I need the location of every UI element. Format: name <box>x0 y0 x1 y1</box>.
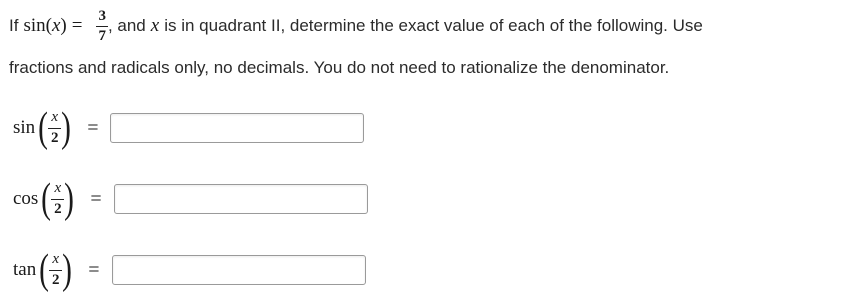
equals-sign: = <box>90 187 102 210</box>
fraction-numerator: x <box>52 251 60 267</box>
fraction-denominator: 2 <box>51 272 60 288</box>
right-paren: ) <box>64 176 75 222</box>
given-fraction <box>96 9 108 44</box>
fraction-bar <box>96 26 108 27</box>
answer-row-tan <box>13 247 366 293</box>
answer-row-cos <box>13 176 368 222</box>
sin-half-angle-input[interactable] <box>110 113 364 143</box>
given-function: sin <box>23 15 46 36</box>
answer-row-sin <box>13 105 364 151</box>
half-angle-fraction <box>48 110 61 146</box>
fraction-denominator: 2 <box>54 201 62 217</box>
quadrant-variable: x <box>150 15 160 36</box>
given-expression: sin(x) <box>23 15 67 36</box>
quadrant-text: is in quadrant II, determine the exact value of each of the following. Use <box>164 16 703 35</box>
fraction-bar <box>48 128 61 129</box>
fraction-bar <box>49 270 62 271</box>
fraction-denominator: 2 <box>50 130 59 146</box>
cos-half-angle-input[interactable] <box>114 184 368 214</box>
left-paren: ( <box>38 105 49 151</box>
given-tail-text: , and <box>107 16 146 35</box>
given-equals: = <box>71 15 83 36</box>
fraction-numerator: x <box>51 109 59 125</box>
question-if: If <box>9 16 19 35</box>
equals-sign: = <box>87 116 99 139</box>
equals-sign: = <box>88 258 100 281</box>
given-fraction-denominator: 7 <box>98 27 106 44</box>
fraction-bar <box>51 199 64 200</box>
tan-half-angle-input[interactable] <box>112 255 366 285</box>
function-label-cos: cos <box>13 188 39 209</box>
fraction-numerator: x <box>54 180 62 196</box>
half-angle-fraction <box>51 181 64 217</box>
question-line-2: fractions and radicals only, no decimals. You do not need to rationalize the denominator. <box>9 58 670 77</box>
question-line-1 <box>9 6 703 46</box>
right-paren: ) <box>62 247 73 293</box>
given-fraction-numerator: 3 <box>98 7 106 24</box>
right-paren: ) <box>61 105 72 151</box>
half-angle-fraction <box>49 252 62 288</box>
left-paren: ( <box>41 176 52 222</box>
left-paren: ( <box>39 247 50 293</box>
given-variable: x <box>51 15 61 36</box>
function-label-sin: sin <box>13 117 36 138</box>
function-label-tan: tan <box>13 259 37 280</box>
